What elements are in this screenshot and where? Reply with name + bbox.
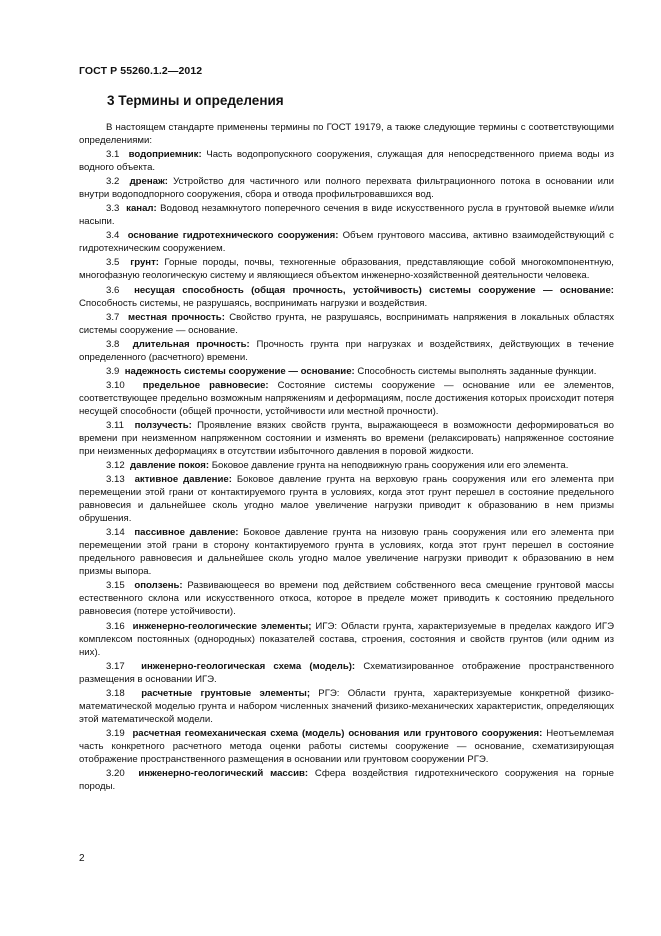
term-definition: Часть водопропускного сооружения, служащая для непосредственного приема воды из водного объекта. [79, 149, 614, 174]
term-number: 3.6 [106, 284, 120, 296]
term-definition: Прочность грунта при нагрузках и воздействиях, действующих в течение определенного (расчетного) времени. [79, 338, 614, 363]
term-paragraph [79, 660, 614, 686]
term-number: 3.3 [106, 203, 120, 215]
term-definition: Способность системы выполнять заданные функции. [357, 365, 597, 377]
document-header: ГОСТ Р 55260.1.2—2012 [79, 65, 203, 77]
term-number: 3.9 [106, 365, 120, 377]
term-number: 3.12 [106, 460, 125, 472]
term-paragraph [79, 202, 614, 228]
term-definition: Объем грунтового массива, активно взаимодействующий с гидротехническим сооружением. [79, 230, 614, 255]
term-number: 3.15 [106, 580, 125, 592]
term-definition: Боковое давление грунта на неподвижную грань сооружения или его элемента. [211, 460, 569, 472]
term-name: предельное равновесие: [142, 379, 269, 391]
term-paragraph [79, 767, 614, 793]
term-number: 3.16 [106, 620, 125, 632]
term-name: инженерно-геологический массив: [138, 767, 309, 779]
terms-list [79, 148, 614, 793]
term-definition: Свойство грунта, не разрушаясь, воспринимать напряжения в локальных областях системы сооружение — основание. [79, 311, 614, 336]
term-paragraph [79, 379, 614, 418]
term-definition: Неотъемлемая часть конкретного расчетного метода оценки работы системы сооружение — основание, схематизирующая отображение пространственного размещения в основании или грунтовом сооружении РГЭ. [79, 727, 614, 765]
term-definition: Устройство для частичного или полного перехвата фильтрационного потока в основании или внутри водоподпорного сооружения, сбора и отвода профильтровавшихся вод. [79, 176, 614, 201]
term-definition: Развивающееся во времени под действием собственного веса смещение грунтовой массы естественного склона или искусственного откоса, которое в пределе может приводить к состоянию предельного равновесия (потере устойчивости). [79, 580, 614, 618]
term-paragraph [79, 284, 614, 310]
term-number: 3.4 [106, 230, 120, 242]
term-number: 3.11 [106, 420, 124, 432]
term-name: оползень: [134, 580, 183, 592]
term-number: 3.19 [106, 727, 125, 739]
term-paragraph [79, 419, 614, 458]
term-paragraph [79, 311, 614, 337]
term-name: грунт: [130, 257, 159, 269]
term-number: 3.7 [106, 311, 120, 323]
term-definition: Проявление вязких свойств грунта, выражающееся в возможности деформироваться во времени при неизменном напряженном состоянии и изменять во времени (релаксировать) напряженное состояние при неизменных деформациях в отсутствии избыточного давления в поровой жидкости. [79, 420, 614, 458]
term-number: 3.20 [106, 767, 125, 779]
term-name: длительная прочность: [132, 338, 250, 350]
term-number: 3.2 [106, 176, 120, 188]
term-paragraph [79, 459, 614, 472]
term-paragraph [79, 579, 614, 618]
term-definition: Боковое давление грунта на низовую грань сооружения или его элемента при перемещении этой грани в сторону контактируемого грунта в условиях, когда этот грунт перешел в состояние предельного равновесия и дальнейшее сколь угодно малое увеличение нагрузки приводит к образованию в нем призмы выпора. [79, 527, 614, 578]
term-definition: Способность системы, не разрушаясь, воспринимать нагрузки и воздействия. [79, 297, 428, 309]
term-name: ползучесть: [134, 420, 192, 432]
term-name: активное давление: [134, 474, 232, 486]
term-name: несущая способность (общая прочность, устойчивость) системы сооружение — основание: [134, 284, 614, 296]
term-number: 3.13 [106, 474, 125, 486]
term-definition: Боковое давление грунта на верховую грань сооружения или его элемента при перемещении этой грани от контактируемого грунта в условиях, когда этот грунт перешел в состояние предельного равновесия и дальнейшее сколь угодно малое увеличение нагрузки приводит к образованию в нем призмы обрушения. [79, 474, 614, 525]
term-number: 3.14 [106, 527, 125, 539]
term-definition: Сфера воздействия гидротехнического сооружения на горные породы. [79, 767, 615, 792]
term-name: канал: [126, 203, 157, 215]
term-name: основание гидротехнического сооружения: [127, 230, 339, 242]
intro-paragraph: В настоящем стандарте применены термины по ГОСТ 19179, а также следующие термины с соответствующими определениями: [79, 122, 614, 146]
term-definition: Состояние системы сооружение — основание или ее элементов, соответствующее предельно возможным напряжениям и деформациям, после достижения которых происходит потеря несущей способности (общей прочности, устойчивости или местной прочности). [79, 379, 614, 417]
term-name: инженерно-геологические элементы; [132, 620, 312, 632]
term-name: водоприемник: [128, 149, 202, 161]
document-body [79, 121, 614, 794]
term-number: 3.8 [106, 338, 120, 350]
term-number: 3.5 [106, 257, 120, 269]
term-paragraph [79, 727, 614, 766]
section-title: 3 Термины и определения [107, 93, 284, 108]
term-paragraph [79, 229, 614, 255]
page-number: 2 [79, 853, 85, 864]
term-paragraph [79, 365, 614, 378]
term-number: 3.17 [106, 660, 125, 672]
term-name: пассивное давление: [134, 527, 239, 539]
term-name: надежность системы сооружение — основание: [124, 365, 355, 377]
term-name: давление покоя: [130, 460, 210, 472]
term-paragraph [79, 148, 614, 174]
term-name: расчетные грунтовые элементы; [141, 687, 311, 699]
term-paragraph [79, 338, 614, 364]
term-name: инженерно-геологическая схема (модель): [141, 660, 356, 672]
term-definition: ИГЭ: Области грунта, характеризуемые в пределах каждого ИГЭ комплексом постоянных (однородных) показателей состава, строения, состояния и свойств грунтов (или одним из них). [79, 620, 614, 658]
term-paragraph [79, 620, 614, 659]
term-name: расчетная геомеханическая схема (модель) основания или грунтового сооружения: [132, 727, 543, 739]
term-name: местная прочность: [128, 311, 225, 323]
term-paragraph [79, 256, 614, 282]
term-definition: Водовод незамкнутого поперечного сечения в виде искусственного русла в грунтовой выемке и/или насыпи. [79, 203, 614, 228]
term-name: дренаж: [129, 176, 168, 188]
term-paragraph [79, 175, 614, 201]
term-definition: Горные породы, почвы, техногенные образования, представляющие собой многокомпонентную, многофазную геологическую систему и являющиеся объектом инженерно-хозяйственной деятельности человека. [79, 257, 614, 282]
term-definition: Схематизированное отображение пространственного размещения в основании ИГЭ. [79, 660, 614, 685]
term-paragraph [79, 473, 614, 525]
term-paragraph [79, 526, 614, 578]
term-definition: РГЭ: Области грунта, характеризуемые конкретной физико-математической моделью грунта и набором численных значений физико-механических характеристик, определяющих этой математической модели. [79, 687, 614, 725]
term-number: 3.1 [106, 149, 120, 161]
term-paragraph [79, 687, 614, 726]
term-number: 3.10 [106, 379, 125, 391]
term-number: 3.18 [106, 687, 125, 699]
